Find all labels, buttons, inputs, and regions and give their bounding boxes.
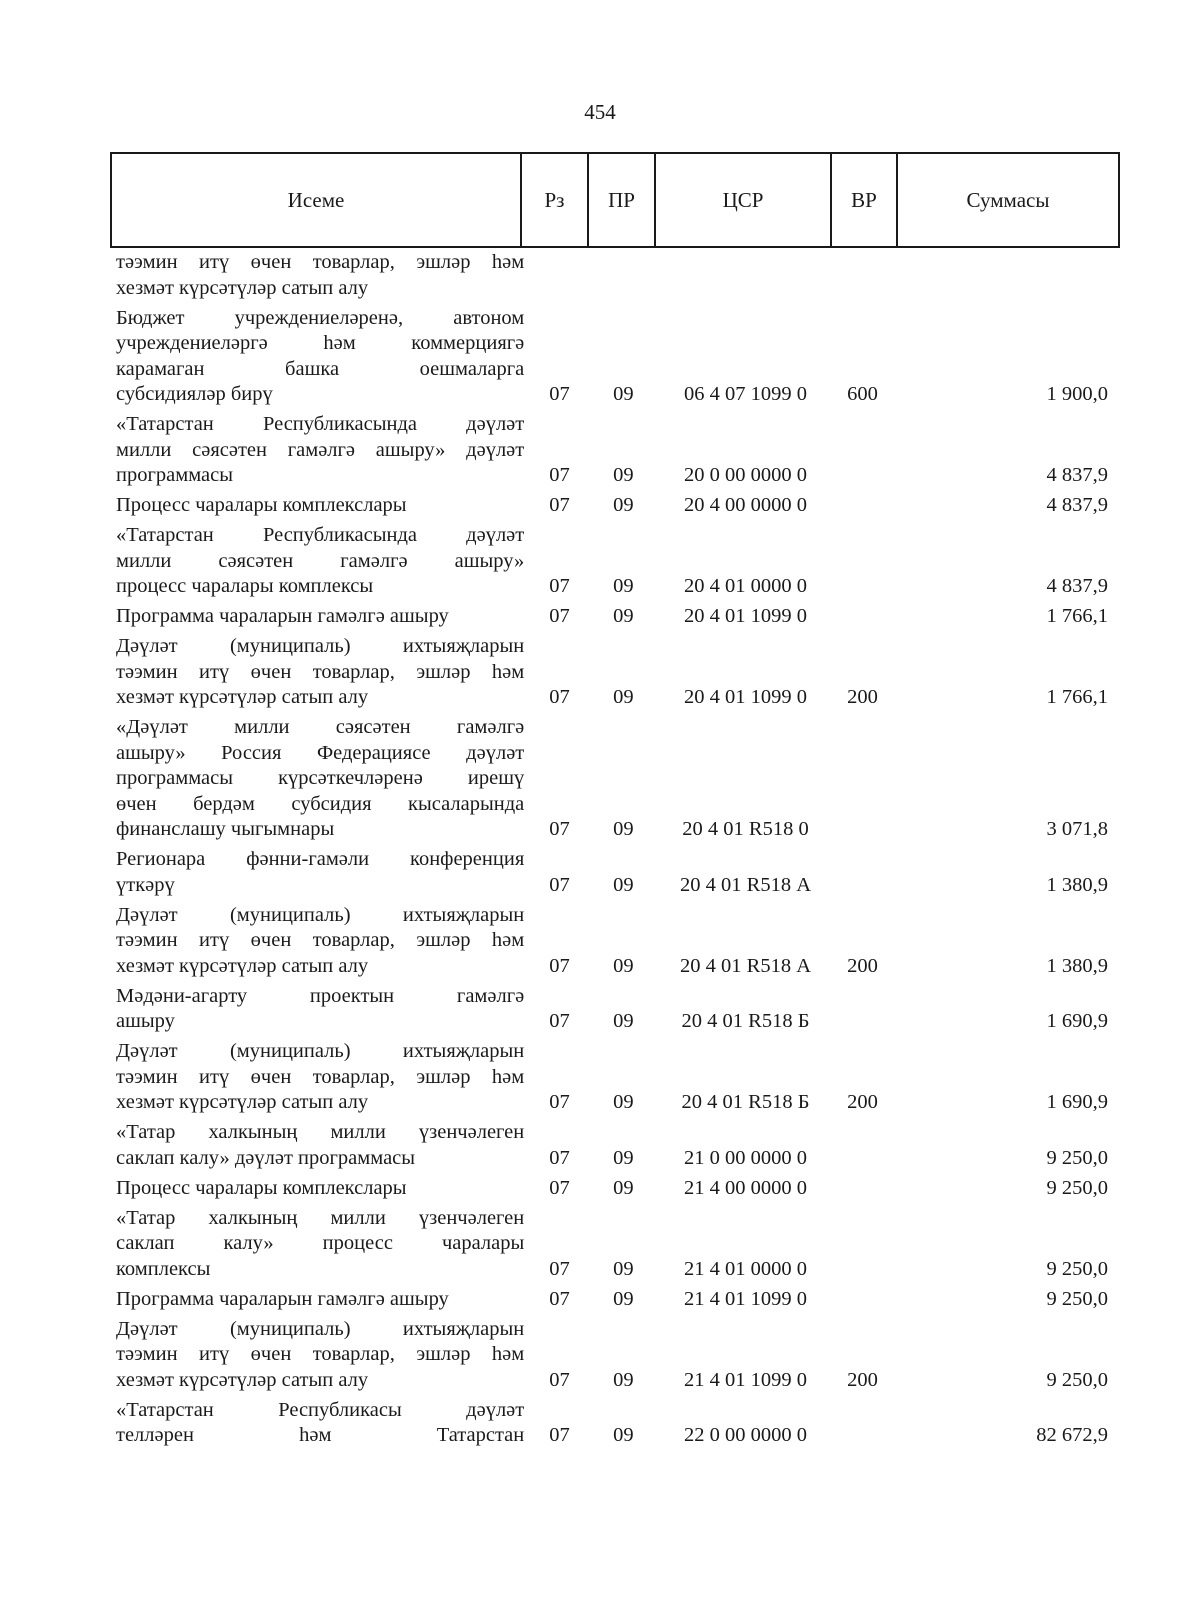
row-name-line: программасы bbox=[116, 464, 234, 486]
row-name bbox=[116, 493, 524, 519]
table-row bbox=[116, 1206, 1120, 1283]
row-name-line: Программа чараларын гамәлгә ашыру bbox=[116, 605, 449, 627]
row-sum: 1 766,1 bbox=[1046, 686, 1109, 708]
row-name-line: Дәүләт (муниципаль) ихтыяҗларын bbox=[116, 903, 525, 926]
row-name-line: субсидияләр бирү bbox=[116, 383, 273, 405]
row-name-line: Дәүләт (муниципаль) ихтыяҗларын bbox=[116, 1040, 525, 1062]
row-name-line: Дәүләт (муниципаль) ихтыяҗларын bbox=[116, 1317, 525, 1340]
row-sum: 4 837,9 bbox=[1046, 464, 1109, 486]
row-name-line: тәэмин итү өчен товарлар, эшләр һәм bbox=[116, 929, 525, 951]
row-name-line: хезмәт күрсәтүләр сатып алу bbox=[116, 1368, 369, 1391]
row-rz: 07 bbox=[549, 605, 570, 627]
table-row bbox=[116, 1398, 1120, 1449]
row-pr: 09 bbox=[613, 383, 634, 405]
row-rz: 07 bbox=[549, 954, 570, 977]
row-csr: 20 4 01 R518 А bbox=[680, 873, 811, 896]
row-name-line: «Татарстан Республикасында дәүләт bbox=[116, 413, 525, 435]
row-sum: 1 900,0 bbox=[1046, 383, 1109, 405]
row-sum: 3 071,8 bbox=[1046, 818, 1109, 840]
row-name bbox=[116, 847, 524, 898]
table-row bbox=[116, 523, 1120, 600]
row-vr: 600 bbox=[847, 383, 878, 405]
row-name-line: саклап калу» процесс чаралары bbox=[116, 1232, 525, 1254]
row-csr: 21 4 01 1099 0 bbox=[684, 1368, 808, 1391]
header-name: Исеме bbox=[112, 154, 522, 246]
row-pr: 09 bbox=[613, 464, 634, 486]
row-name-line: «Дәүләт милли сәясәтен гамәлгә bbox=[116, 716, 525, 738]
row-name bbox=[116, 523, 524, 600]
table-header bbox=[110, 152, 1120, 248]
row-sum: 1 380,9 bbox=[1046, 954, 1109, 977]
row-sum: 1 690,9 bbox=[1046, 1010, 1109, 1032]
row-name-line: Бюджет учреждениеләренә, автоном bbox=[116, 306, 525, 329]
table-row bbox=[116, 493, 1120, 519]
table-row bbox=[116, 1317, 1120, 1394]
table-row bbox=[116, 1287, 1120, 1313]
row-name bbox=[116, 604, 524, 630]
row-name-line: өчен бердәм субсидия кысаларында bbox=[116, 792, 525, 815]
row-rz: 07 bbox=[549, 1257, 570, 1280]
row-csr: 20 4 00 0000 0 bbox=[684, 494, 808, 516]
row-csr: 06 4 07 1099 0 bbox=[684, 383, 808, 405]
header-pr: ПР bbox=[589, 154, 656, 246]
row-name-line: тәэмин итү өчен товарлар, эшләр һәм bbox=[116, 251, 525, 273]
row-name-line: хезмәт күрсәтүләр сатып алу bbox=[116, 1091, 369, 1113]
row-rz: 07 bbox=[549, 383, 570, 405]
row-csr: 20 4 01 1099 0 bbox=[684, 686, 808, 708]
row-name-line: саклап калу» дәүләт программасы bbox=[116, 1146, 416, 1169]
row-rz: 07 bbox=[549, 1287, 570, 1310]
row-name-line: «Татар халкының милли үзенчәлеген bbox=[116, 1121, 525, 1143]
row-name-line: Процесс чаралары комплекслары bbox=[116, 494, 407, 516]
table-row bbox=[116, 634, 1120, 711]
row-name-line: тәэмин итү өчен товарлар, эшләр һәм bbox=[116, 1343, 525, 1365]
row-name-line: программасы күрсәткечләренә ирешү bbox=[116, 767, 525, 789]
row-sum: 1 690,9 bbox=[1046, 1091, 1109, 1113]
row-name bbox=[116, 250, 524, 301]
row-sum: 1 766,1 bbox=[1046, 605, 1109, 627]
row-pr: 09 bbox=[613, 1176, 634, 1199]
row-name bbox=[116, 715, 524, 843]
row-rz: 07 bbox=[549, 818, 570, 840]
row-pr: 09 bbox=[613, 1257, 634, 1280]
table-row bbox=[116, 903, 1120, 980]
row-pr: 09 bbox=[613, 494, 634, 516]
row-name-line: Процесс чаралары комплекслары bbox=[116, 1176, 407, 1199]
row-vr: 200 bbox=[847, 1091, 878, 1113]
row-name-line: хезмәт күрсәтүләр сатып алу bbox=[116, 686, 369, 708]
row-name-line: телләрен һәм Татарстан bbox=[116, 1424, 525, 1446]
row-sum: 9 250,0 bbox=[1046, 1287, 1109, 1310]
row-name-line: финанслашу чыгымнары bbox=[116, 818, 335, 840]
row-pr: 09 bbox=[613, 1287, 634, 1310]
row-pr: 09 bbox=[613, 954, 634, 977]
row-rz: 07 bbox=[549, 1424, 570, 1446]
table-row bbox=[116, 715, 1120, 843]
row-name bbox=[116, 1120, 524, 1171]
table-row bbox=[116, 1039, 1120, 1116]
row-name-line: хезмәт күрсәтүләр сатып алу bbox=[116, 954, 369, 977]
table-row bbox=[116, 1120, 1120, 1171]
row-rz: 07 bbox=[549, 1368, 570, 1391]
row-name bbox=[116, 1176, 524, 1202]
row-name-line: ашыру bbox=[116, 1010, 175, 1032]
row-name bbox=[116, 306, 524, 408]
row-csr: 21 4 00 0000 0 bbox=[684, 1176, 808, 1199]
row-rz: 07 bbox=[549, 873, 570, 896]
row-csr: 22 0 00 0000 0 bbox=[684, 1424, 808, 1446]
row-name-line: комплексы bbox=[116, 1257, 211, 1280]
row-name-line: милли сәясәтен гамәлгә ашыру» bbox=[116, 549, 525, 572]
row-rz: 07 bbox=[549, 1010, 570, 1032]
row-pr: 09 bbox=[613, 1424, 634, 1446]
row-pr: 09 bbox=[613, 605, 634, 627]
table-row bbox=[116, 250, 1120, 301]
row-name-line: хезмәт күрсәтүләр сатып алу bbox=[116, 276, 369, 299]
row-name bbox=[116, 1287, 524, 1313]
row-name-line: Мәдәни-агарту проектын гамәлгә bbox=[116, 984, 525, 1007]
table-row bbox=[116, 984, 1120, 1035]
row-pr: 09 bbox=[613, 1091, 634, 1113]
row-name-line: «Татарстан Республикасында дәүләт bbox=[116, 524, 525, 546]
row-name-line: карамаган башка оешмаларга bbox=[116, 357, 525, 380]
header-vr: ВР bbox=[832, 154, 898, 246]
row-csr: 21 4 01 0000 0 bbox=[684, 1257, 808, 1280]
table-row bbox=[116, 604, 1120, 630]
row-pr: 09 bbox=[613, 575, 634, 597]
row-name bbox=[116, 412, 524, 489]
row-csr: 20 4 01 R518 Б bbox=[681, 1010, 810, 1032]
page-number: 454 bbox=[584, 100, 616, 124]
row-name bbox=[116, 1317, 524, 1394]
header-rz: Рз bbox=[522, 154, 589, 246]
row-name-line: үткәрү bbox=[116, 873, 175, 896]
row-name bbox=[116, 1039, 524, 1116]
table-row bbox=[116, 1176, 1120, 1202]
table-row bbox=[116, 306, 1120, 408]
row-rz: 07 bbox=[549, 1176, 570, 1199]
row-name-line: Регионара фәнни-гамәли конференция bbox=[116, 848, 525, 870]
row-name-line: учреждениеләргә һәм коммерциягә bbox=[116, 332, 525, 354]
row-name-line: Дәүләт (муниципаль) ихтыяҗларын bbox=[116, 635, 525, 657]
row-vr: 200 bbox=[847, 686, 878, 708]
row-rz: 07 bbox=[549, 686, 570, 708]
row-csr: 20 0 00 0000 0 bbox=[684, 464, 808, 486]
row-pr: 09 bbox=[613, 818, 634, 840]
row-rz: 07 bbox=[549, 1091, 570, 1113]
row-vr: 200 bbox=[847, 1368, 878, 1391]
row-name bbox=[116, 1398, 524, 1449]
row-csr: 21 0 00 0000 0 bbox=[684, 1146, 808, 1169]
row-csr: 21 4 01 1099 0 bbox=[684, 1287, 808, 1310]
row-sum: 9 250,0 bbox=[1046, 1368, 1109, 1391]
row-pr: 09 bbox=[613, 873, 634, 896]
row-pr: 09 bbox=[613, 686, 634, 708]
row-name-line: «Татарстан Республикасы дәүләт bbox=[116, 1398, 525, 1421]
row-csr: 20 4 01 R518 0 bbox=[682, 818, 809, 840]
row-sum: 4 837,9 bbox=[1046, 575, 1109, 597]
row-csr: 20 4 01 0000 0 bbox=[684, 575, 808, 597]
row-rz: 07 bbox=[549, 575, 570, 597]
row-sum: 9 250,0 bbox=[1046, 1146, 1109, 1169]
row-rz: 07 bbox=[549, 494, 570, 516]
row-name-line: тәэмин итү өчен товарлар, эшләр һәм bbox=[116, 660, 525, 683]
row-name bbox=[116, 1206, 524, 1283]
row-csr: 20 4 01 1099 0 bbox=[684, 605, 808, 627]
row-name-line: тәэмин итү өчен товарлар, эшләр һәм bbox=[116, 1065, 525, 1088]
header-sum: Суммасы bbox=[966, 187, 1050, 212]
row-name-line: процесс чаралары комплексы bbox=[116, 575, 374, 597]
row-csr: 20 4 01 R518 Б bbox=[681, 1091, 810, 1113]
row-name-line: ашыру» Россия Федерациясе дәүләт bbox=[116, 741, 525, 764]
header-csr: ЦСР bbox=[656, 154, 832, 246]
table-body bbox=[116, 250, 1120, 1453]
row-name bbox=[116, 984, 524, 1035]
row-rz: 07 bbox=[549, 464, 570, 486]
row-sum: 1 380,9 bbox=[1046, 873, 1109, 896]
row-name-line: «Татар халкының милли үзенчәлеген bbox=[116, 1206, 525, 1229]
row-pr: 09 bbox=[613, 1010, 634, 1032]
row-sum: 82 672,9 bbox=[1036, 1424, 1109, 1446]
row-sum: 4 837,9 bbox=[1046, 494, 1109, 516]
row-vr: 200 bbox=[847, 954, 878, 977]
table-row bbox=[116, 847, 1120, 898]
row-name-line: Программа чараларын гамәлгә ашыру bbox=[116, 1287, 449, 1310]
row-name bbox=[116, 903, 524, 980]
row-sum: 9 250,0 bbox=[1046, 1257, 1109, 1280]
table-row bbox=[116, 412, 1120, 489]
row-pr: 09 bbox=[613, 1146, 634, 1169]
row-csr: 20 4 01 R518 А bbox=[680, 954, 811, 977]
row-name-line: милли сәясәтен гамәлгә ашыру» дәүләт bbox=[116, 438, 525, 461]
row-rz: 07 bbox=[549, 1146, 570, 1169]
row-name bbox=[116, 634, 524, 711]
row-sum: 9 250,0 bbox=[1046, 1176, 1109, 1199]
row-pr: 09 bbox=[613, 1368, 634, 1391]
